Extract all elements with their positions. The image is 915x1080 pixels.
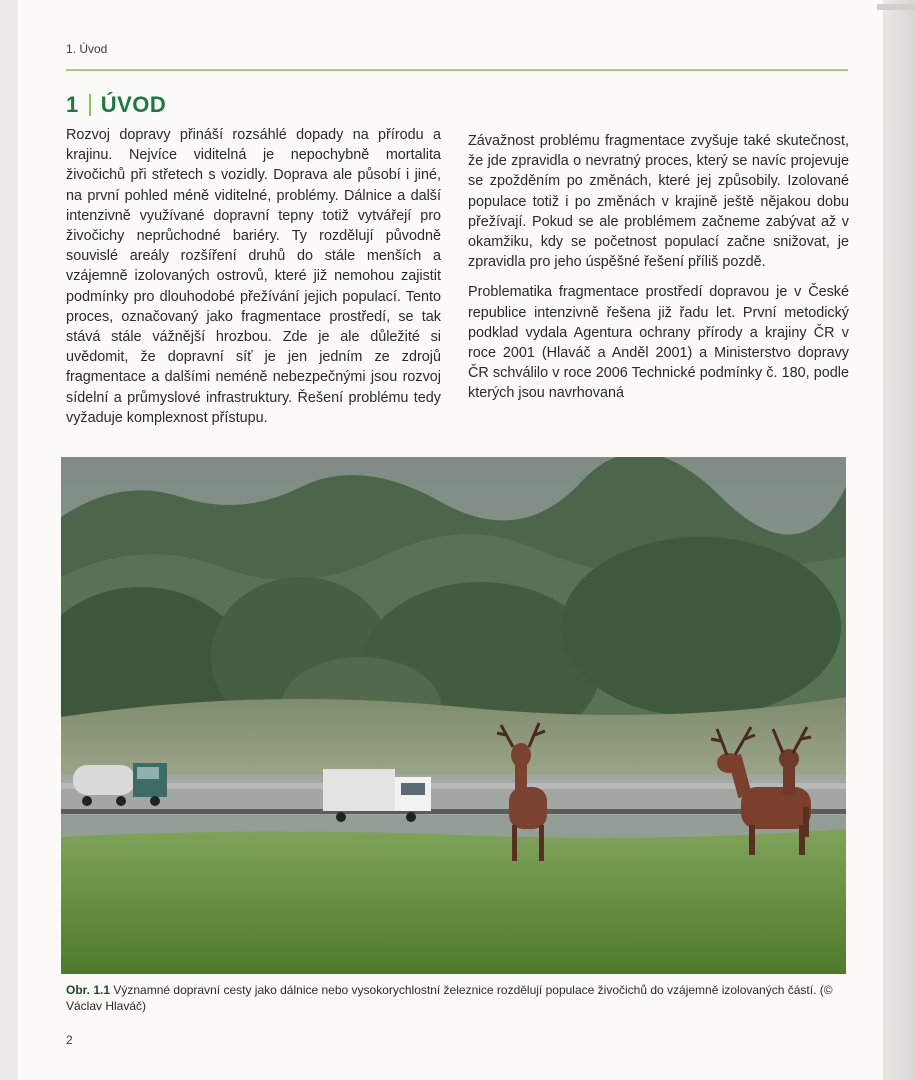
paragraph: Rozvoj dopravy přináší rozsáhlé dopady na přírodu a krajinu. Nejvíce viditelná je nepochybně mortalita živočichů při střetech s vozidly. Doprava ale působí i jiné, na první pohled méně viditelné, problémy. Dálnice a další intenzivně využívané dopravní tepny totiž vytvářejí pro živočichy neprůchodné bariéry. Ty rozdělují původně souvislé areály rozšíření druhů do stále menších a vzájemně izolovaných ostrovů, které již nemohou zajistit podmínky pro dlouhodobé přežívání jejich populací. Tento proces, označovaný jako fragmentace prostředí, se tak stává stále vážnější hrozbou. Zde je ale důležité si uvědomit, že dopravní síť je jen jedním ze zdrojů fragmentace a dalšími neméně nebezpečnými jsou rozvoj sídelní a průmyslové infrastruktury. Řešení problému tedy vyžaduje komplexnost přístupu. [66, 127, 441, 426]
paragraph: Problematika fragmentace prostředí dopravou je v České republice intenzivně řešena již řadu let. První metodický podklad vydala Agentura ochrany přírody a krajiny ČR v roce 2001 (Hlaváč a Anděl 2001) a Ministerstvo dopravy ČR schválilo v roce 2006 Technické podmínky č. 180, podle kterých jsou navrhovaná [468, 284, 849, 402]
figure-caption-text: Významné dopravní cesty jako dálnice nebo vysokorychlostní železnice rozdělují populace živočichů do vzájemně izolovaných částí. (© Václav Hlaváč) [66, 983, 833, 1013]
chapter-heading [66, 92, 166, 118]
page-edge-tab [877, 4, 915, 10]
text-column-left [66, 125, 441, 438]
header-rule [66, 69, 848, 71]
paragraph: Závažnost problému fragmentace zvyšuje také skutečnost, že jde zpravidla o nevratný proces, který se navíc projevuje se zpožděním po změnách, které jej způsobily. Izolované populace totiž i po změnách v krajině ještě nějakou dobu přežívají. Pokud se ale problémem začneme zabývat až v okamžiku, kdy se početnost populací začne snižovat, je zpravidla pro jeho úspěšné řešení příliš pozdě. [468, 133, 849, 271]
chapter-separator [89, 94, 91, 116]
truck-shape [73, 763, 167, 806]
figure-label: Obr. 1.1 [66, 983, 111, 997]
document-page [18, 0, 883, 1080]
photo-red-deer-highway-icon [61, 457, 846, 974]
running-head: 1. Úvod [66, 42, 108, 56]
text-column-right [468, 131, 849, 414]
chapter-number: 1 [66, 92, 79, 117]
page-number: 2 [66, 1033, 73, 1047]
chapter-title: ÚVOD [100, 92, 167, 117]
page-edge-shadow [883, 0, 915, 1080]
figure-caption [66, 982, 856, 1014]
figure-photo [61, 457, 846, 974]
